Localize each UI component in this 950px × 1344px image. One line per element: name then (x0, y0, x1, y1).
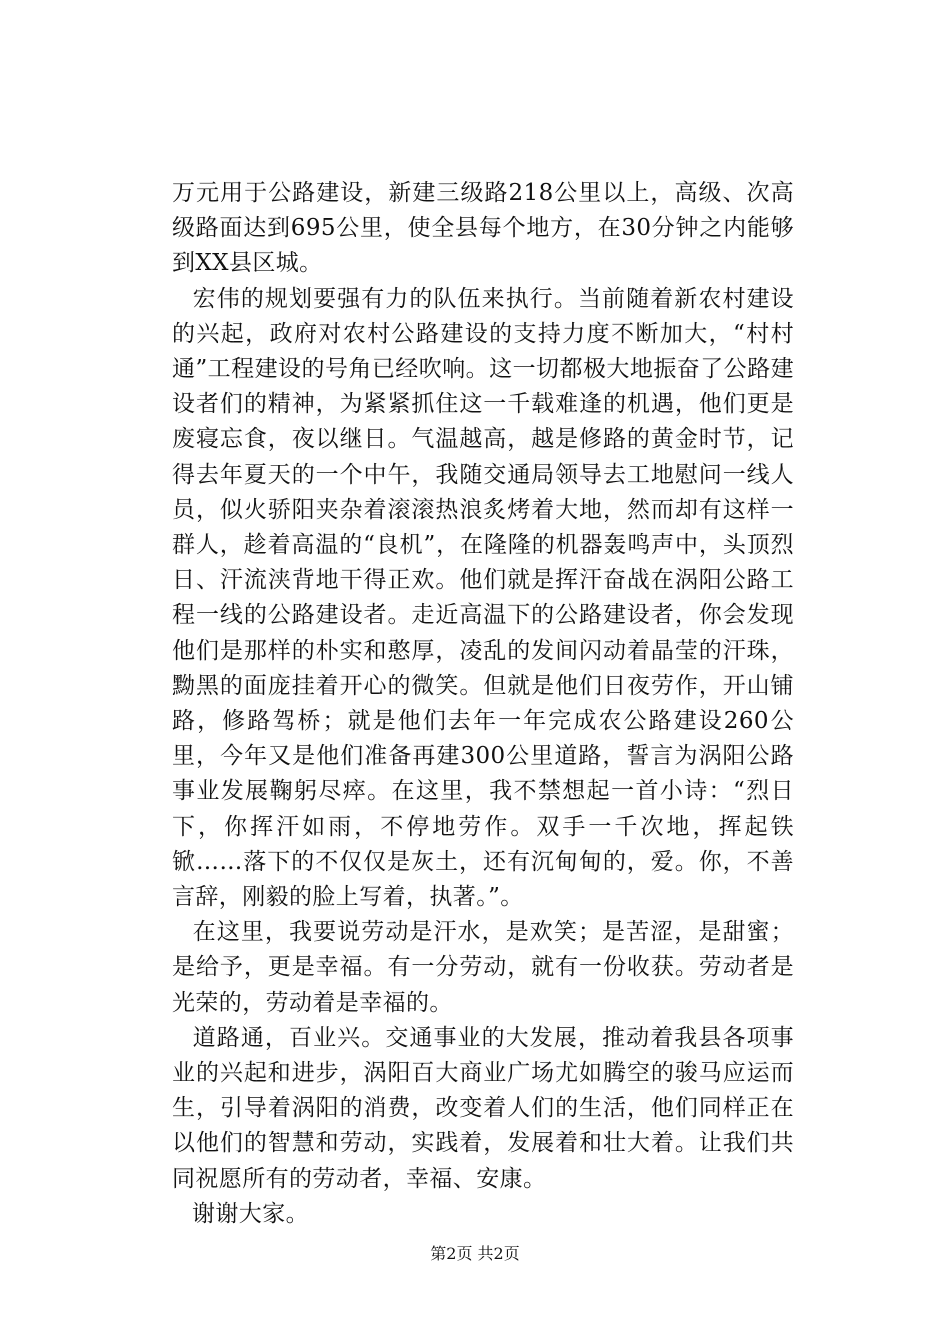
paragraph-5-text: 谢谢大家。 (192, 1200, 309, 1227)
page-footer: 第2页 共2页 (430, 1244, 520, 1263)
paragraph-4-text: 道路通，百业兴。交通事业的大发展，推动着我县各项事业的兴起和进步，涡阳百大商业广场尤如腾空的骏马应运而生，引导着涡阳的消费，改变着人们的生活，他们同样正在以他们的智慧和劳动，实践着，发展着和壮大着。让我们共同祝愿所有的劳动者，幸福、安康。 (172, 1024, 794, 1192)
paragraph-1: 万元用于公路建设，新建三级路218公里以上，高级、次高级路面达到695公里，使全县每个地方，在30分钟之内能够到XX县区城。 (172, 180, 794, 277)
document-body (172, 176, 794, 1232)
paragraph-2-text: 宏伟的规划要强有力的队伍来执行。当前随着新农村建设的兴起，政府对农村公路建设的支持力度不断加大，“村村通”工程建设的号角已经吹响。这一切都极大地振奋了公路建设者们的精神，为紧紧抓住这一千载难逢的机遇，他们更是废寝忘食，夜以继日。气温越高，越是修路的黄金时节，记得去年夏天的一个中午，我随交通局领导去工地慰问一线人员，似火骄阳夹杂着滚滚热浪炙烤着大地，然而却有这样一群人，趁着高温的“良机”，在隆隆的机器轰鸣声中，头顶烈日、汗流浃背地干得正欢。他们就是挥汗奋战在涡阳公路工程一线的公路建设者。走近高温下的公路建设者，你会发现他们是那样的朴实和憨厚，凌乱的发间闪动着晶莹的汗珠，黝黑的面庞挂着开心的微笑。但就是他们日夜劳作，开山铺路，修路驾桥；就是他们去年一年完成农公路建设260公里，今年又是他们准备再建300公里道路，誓言为涡阳公路事业发展鞠躬尽瘁。在这里，我不禁想起一首小诗：“烈日下，你挥汗如雨，不停地劳作。双手一千次地，挥起铁锨……落下的不仅仅是灰土，还有沉甸甸的，爱。你，不善言辞，刚毅的脸上写着，执著。”。 (172, 285, 794, 911)
paragraph-4 (172, 1021, 794, 1197)
paragraph-3-text: 在这里，我要说劳动是汗水，是欢笑；是苦涩，是甜蜜；是给予，更是幸福。有一分劳动，就有一份收获。劳动者是光荣的，劳动着是幸福的。 (172, 919, 794, 1016)
paragraph-3 (172, 915, 794, 1021)
paragraph-2 (172, 282, 794, 916)
paragraph-5 (172, 1197, 794, 1232)
